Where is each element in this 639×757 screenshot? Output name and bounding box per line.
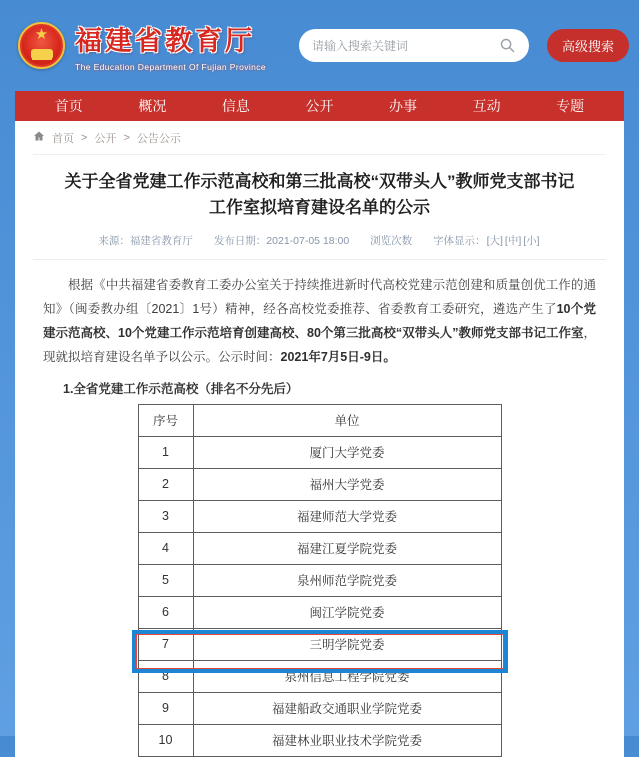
meta-date: 发布日期：2021-07-05 18:00 xyxy=(213,234,350,247)
cell-no: 7 xyxy=(138,628,193,660)
table-row xyxy=(138,724,501,756)
breadcrumb-home[interactable]: 首页 xyxy=(52,132,74,145)
search-icon[interactable] xyxy=(499,37,516,54)
nav-item-interact[interactable]: 互动 xyxy=(472,98,501,114)
meta-views: 浏览次数 xyxy=(370,234,413,247)
table-row xyxy=(138,532,501,564)
site-header xyxy=(0,0,639,91)
table-row xyxy=(138,596,501,628)
main-nav xyxy=(15,91,624,121)
national-emblem-icon xyxy=(18,22,65,69)
paragraph-text-bold: 2021年7月5日-9日。 xyxy=(280,349,396,364)
font-size-control xyxy=(433,235,541,247)
article-paragraph xyxy=(15,260,624,369)
cell-unit: 福州大学党委 xyxy=(193,468,501,500)
font-size-large-button[interactable]: [大] xyxy=(486,234,503,247)
site-logo[interactable] xyxy=(18,19,266,72)
cell-unit: 泉州信息工程学院党委 xyxy=(193,660,501,692)
cell-unit: 厦门大学党委 xyxy=(193,436,501,468)
table-row xyxy=(138,660,501,692)
font-size-medium-button[interactable]: [中] xyxy=(504,234,522,247)
cell-no: 1 xyxy=(138,436,193,468)
column-header-no: 序号 xyxy=(138,404,193,436)
cell-no: 9 xyxy=(138,692,193,724)
font-size-label: 字体显示： xyxy=(433,234,486,247)
table-header-row xyxy=(138,404,501,436)
breadcrumb-public[interactable]: 公开 xyxy=(94,132,117,145)
table-row-highlighted xyxy=(138,628,501,660)
section-heading: 1.全省党建工作示范高校（排名不分先后） xyxy=(63,381,299,396)
breadcrumb-separator: > xyxy=(81,131,88,144)
paragraph-text-bold: 10个党建示范高校、10个党建工作示范培育创建高校、80个第三批高校“双带头人”教师党支部书记工作室 xyxy=(43,301,597,340)
nav-item-info[interactable]: 信息 xyxy=(221,98,250,114)
cell-unit: 福建师范大学党委 xyxy=(193,500,501,532)
cell-no: 2 xyxy=(138,468,193,500)
nav-item-public[interactable]: 公开 xyxy=(305,98,334,114)
nav-item-service[interactable]: 办事 xyxy=(389,98,418,114)
cell-unit: 福建船政交通职业学院党委 xyxy=(193,692,501,724)
breadcrumb-current: 公告公示 xyxy=(136,132,181,145)
search-box[interactable] xyxy=(299,29,529,62)
cell-unit: 福建林业职业技术学院党委 xyxy=(193,724,501,756)
advanced-search-button[interactable]: 高级搜索 xyxy=(547,29,629,62)
search-input[interactable] xyxy=(312,39,499,53)
breadcrumb xyxy=(33,121,606,155)
units-table xyxy=(138,404,502,757)
table-row xyxy=(138,436,501,468)
nav-item-overview[interactable]: 概况 xyxy=(138,98,167,114)
page-title: 关于全省党建工作示范高校和第三批高校“双带头人”教师党支部书记工作室拟培育建设名单的公示 xyxy=(64,172,575,218)
table-row xyxy=(138,692,501,724)
cell-unit: 泉州师范学院党委 xyxy=(193,564,501,596)
nav-item-special[interactable]: 专题 xyxy=(556,98,585,114)
table-row xyxy=(138,468,501,500)
column-header-unit: 单位 xyxy=(193,404,501,436)
article-meta xyxy=(15,228,624,259)
cell-no: 5 xyxy=(138,564,193,596)
content-area xyxy=(15,121,624,757)
table-row xyxy=(138,500,501,532)
font-size-small-button[interactable]: [小] xyxy=(523,234,540,247)
breadcrumb-separator: > xyxy=(123,131,130,144)
paragraph-text: 根据《中共福建省委教育工委办公室关于持续推进新时代高校党建示范创建和质量创优工作的通知》（闽委教办组〔2021〕1号）精神，经各高校党委推荐、省委教育工委研究，遴选产生了 xyxy=(43,277,596,316)
table-row xyxy=(138,564,501,596)
units-table-wrapper xyxy=(138,404,502,757)
cell-unit: 闽江学院党委 xyxy=(193,596,501,628)
cell-unit: 三明学院党委 xyxy=(193,628,501,660)
cell-no: 8 xyxy=(138,660,193,692)
cell-no: 4 xyxy=(138,532,193,564)
home-icon xyxy=(33,130,45,145)
cell-no: 10 xyxy=(138,724,193,756)
nav-item-home[interactable]: 首页 xyxy=(54,98,83,114)
cell-unit: 福建江夏学院党委 xyxy=(193,532,501,564)
site-title: 福建省教育厅 xyxy=(75,26,255,56)
cell-no: 3 xyxy=(138,500,193,532)
site-title-english: The Education Department Of Fujian Province xyxy=(75,62,267,72)
meta-source: 来源：福建省教育厅 xyxy=(98,234,193,247)
cell-no: 6 xyxy=(138,596,193,628)
paragraph-text: ，现就拟培育建设名单予以公示。公示时间： xyxy=(43,325,596,364)
